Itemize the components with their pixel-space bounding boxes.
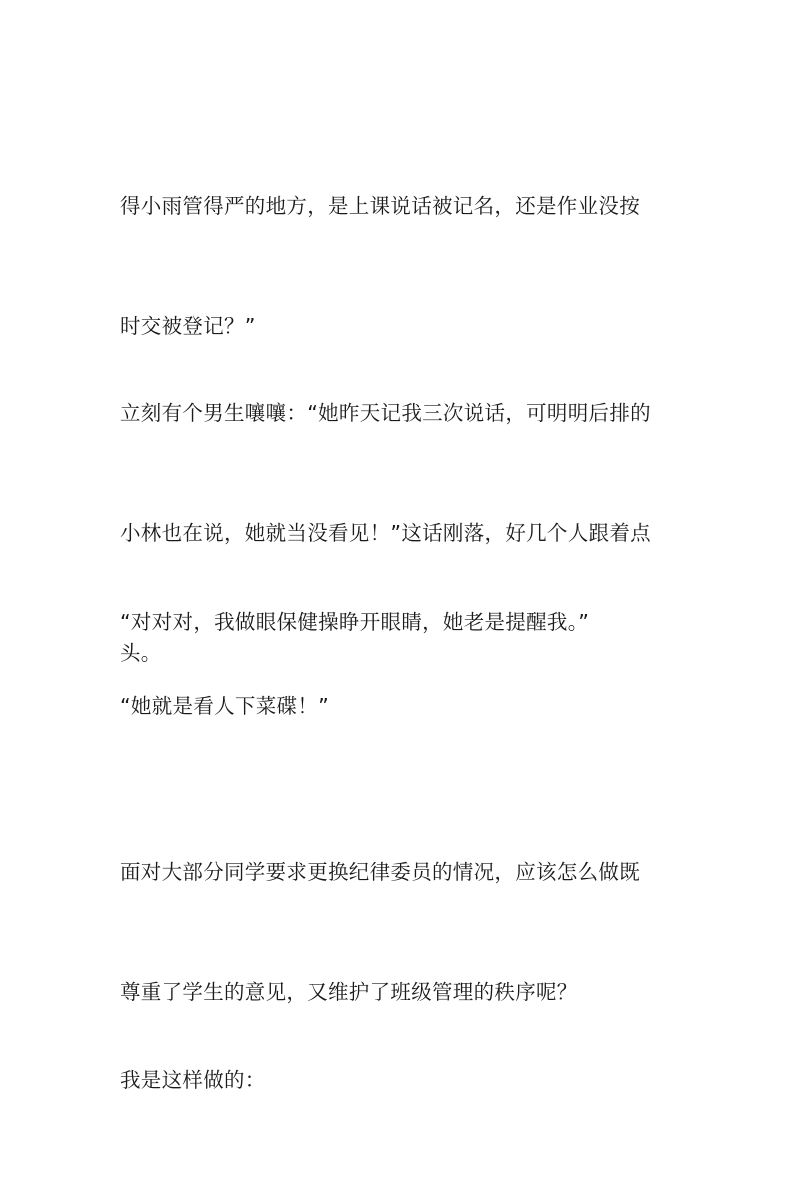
text-line: 立刻有个男生嚷嚷：“她昨天记我三次说话，可明明后排的 bbox=[120, 401, 651, 425]
paragraph-my-approach bbox=[120, 980, 680, 1180]
text-line: “她就是看人下菜碟！” bbox=[120, 694, 330, 718]
text-line: 面对大部分同学要求更换纪律委员的情况，应该怎么做既 bbox=[120, 860, 640, 884]
text-line: 尊重了学生的意见，又维护了班级管理的秩序呢？ bbox=[120, 980, 578, 1004]
text-line: 得小雨管得严的地方，是上课说话被记名，还是作业没按 bbox=[120, 194, 640, 218]
text-line: 小林也在说，她就当没看见！”这话刚落，好几个人跟着点 bbox=[120, 521, 651, 545]
text-line: “对对对，我做眼保健操睁开眼睛，她老是提醒我。” bbox=[120, 610, 590, 634]
text-line: 时交被登记？” bbox=[120, 314, 256, 338]
text-line: 我是这样做的： bbox=[120, 1068, 266, 1092]
text-line: 头。 bbox=[120, 641, 162, 665]
